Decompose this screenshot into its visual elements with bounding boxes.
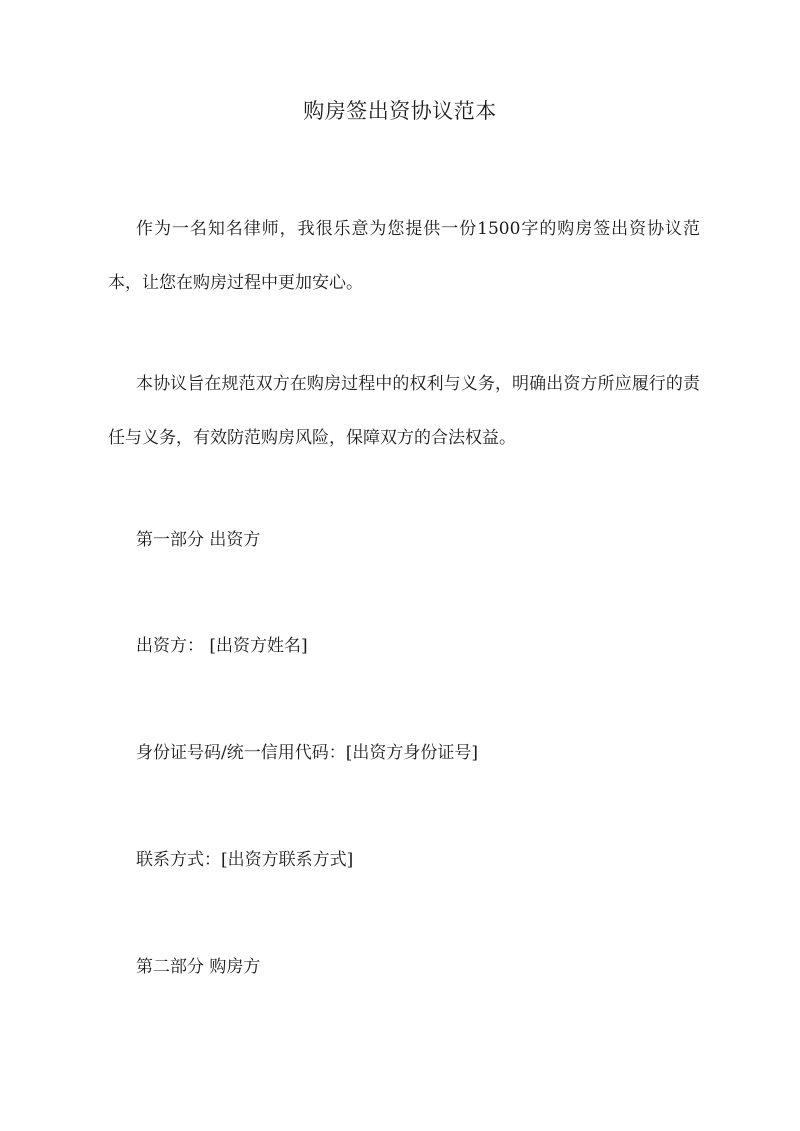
investor-contact-line: 联系方式：[出资方联系方式]: [136, 850, 354, 870]
purpose-paragraph: 本协议旨在规范双方在购房过程中的权利与义务，明确出资方所应履行的责任与义务，有效防范购房风险，保障双方的合法权益。: [108, 374, 700, 448]
investor-id-line: 身份证号码/统一信用代码：[出资方身份证号]: [136, 743, 478, 763]
investor-name-line: 出资方： [出资方姓名]: [136, 636, 308, 656]
document-title: 购房签出资协议范本: [303, 99, 497, 123]
section-heading-investor: 第一部分 出资方: [136, 530, 261, 550]
intro-paragraph: 作为一名知名律师，我很乐意为您提供一份1500字的购房签出资协议范本，让您在购房过程中更加安心。: [108, 219, 700, 293]
section-heading-buyer: 第二部分 购房方: [136, 957, 261, 977]
